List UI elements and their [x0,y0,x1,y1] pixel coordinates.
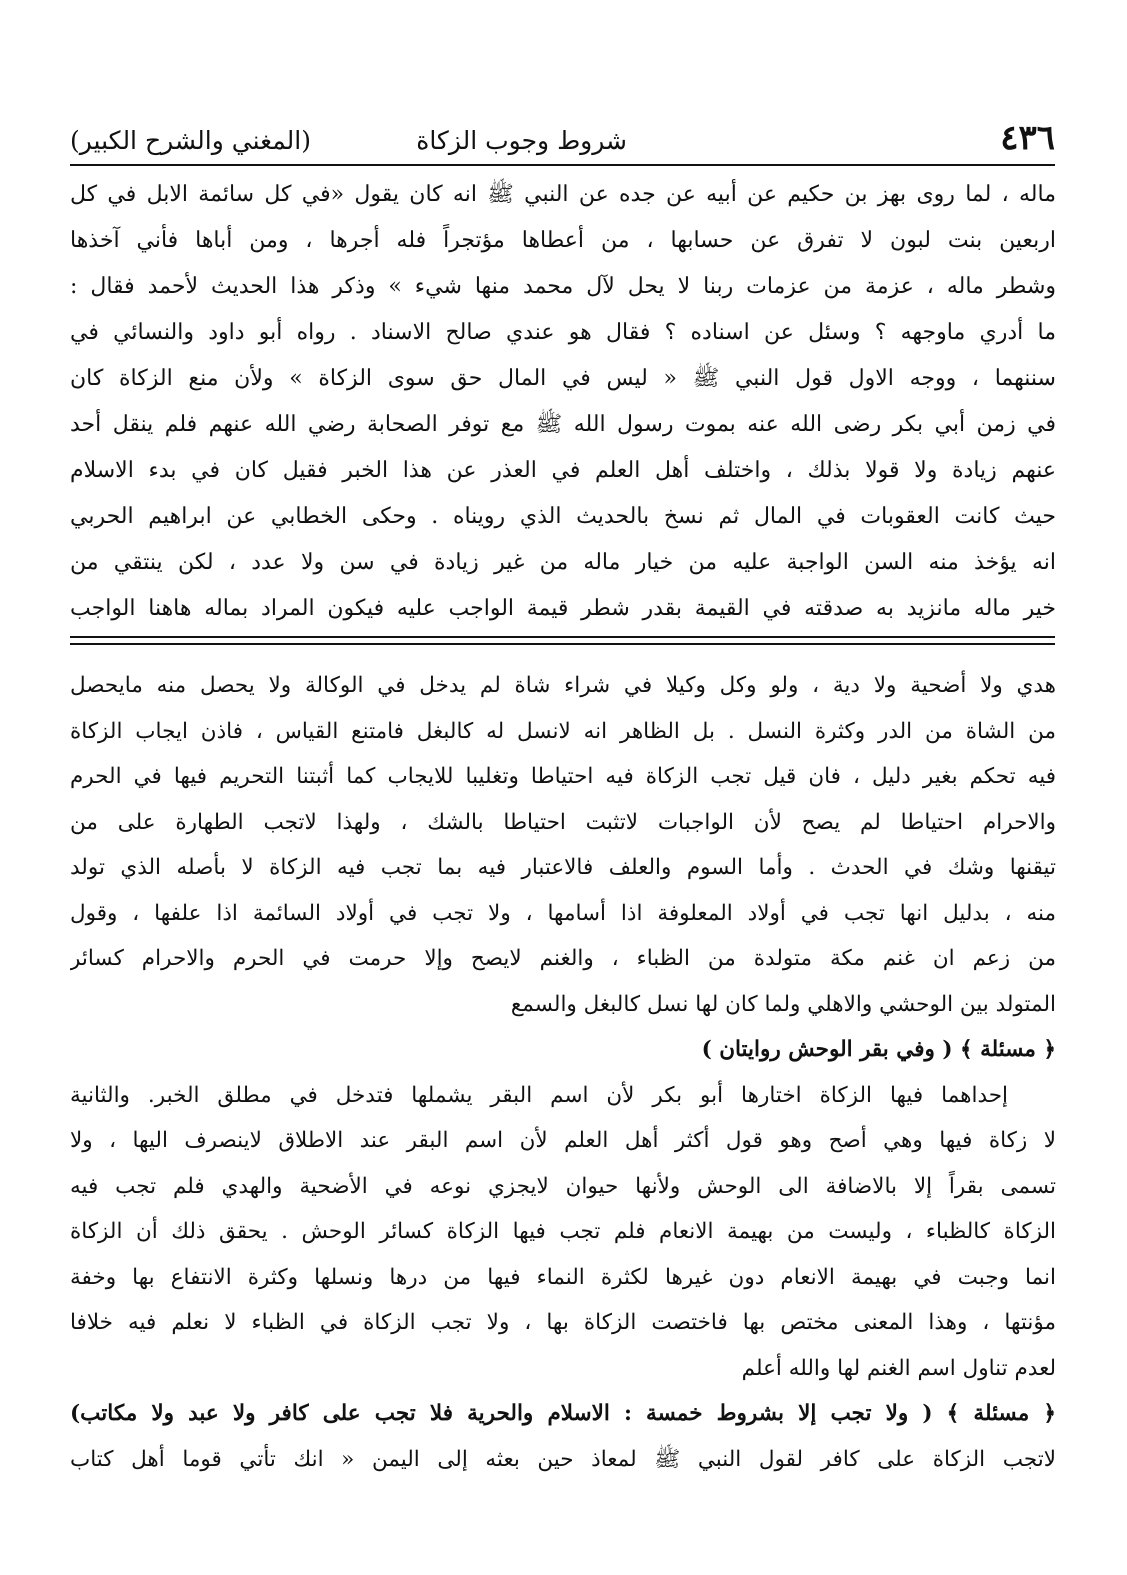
section-divider-bottom [70,643,1055,645]
text-line: المتولد بين الوحشي والاهلي ولما كان لها نسل كالبغل والسمع [510,991,1056,1017]
text-line: انه يؤخذ منه السن الواجبة عليه من خيار ماله من غير زيادة في سن ولا عدد ، لكن ينتقي من [70,550,1056,575]
text-line: تسمى بقراً إلا بالاضافة الى الوحش ولأنها حيوان لايجزي نوعه في الأضحية والهدي فلم تجب فيه [70,1173,1056,1199]
header-rule [70,164,1055,166]
text-line: سننهما ، ووجه الاول قول النبي ﷺ « ليس في المال حق سوى الزكاة » ولأن منع الزكاة كان [70,366,1056,391]
text-line: عنهم زيادة ولا قولا بذلك ، واختلف أهل العلم في العذر عن هذا الخبر فقيل كان في بدء الاسلام [70,458,1056,483]
text-line: وشطر ماله ، عزمة من عزمات ربنا لا يحل لآل محمد منها شيء » وذكر هذا الحديث لأحمد فقال : [70,274,1056,299]
text-line: فيه تحكم بغير دليل ، فان قيل تجب الزكاة فيه احتياطا وتغليبا للايجاب كما أثبتنا التحريم فيها في الحرم [70,764,1056,789]
text-line: في زمن أبي بكر رضى الله عنه بموت رسول الله ﷺ مع توفر الصحابة رضي الله عنهم فلم ينقل أحد [70,412,1056,437]
page-number: ٤٣٦ [1000,118,1055,158]
text-line: لاتجب الزكاة على كافر لقول النبي ﷺ لمعاذ حين بعثه إلى اليمن « انك تأتي قوما أهل كتاب [70,1446,1056,1472]
book-title: (المغني والشرح الكبير) [70,126,311,155]
page-header [70,118,1055,162]
text-line: من زعم ان غنم مكة متولدة من الظباء ، والغنم لايصح وإلا حرمت في الحرم والاحرام كسائر [70,946,1056,971]
text-line: إحداهما فيها الزكاة اختارها أبو بكر لأن اسم البقر يشملها فتدخل في مطلق الخبر. والثانية [70,1082,1008,1108]
text-line: مؤنتها ، وهذا المعنى مختص بها فاختصت الزكاة بها ، ولا تجب الزكاة في الظباء لا نعلم فيه خلافا [70,1310,1056,1335]
text-line: الزكاة كالظباء ، وليست من بهيمة الانعام فلم تجب فيها الزكاة كسائر الوحش . يحقق ذلك أن الزكاة [70,1219,1056,1244]
text-line: منه ، بدليل انها تجب في أولاد المعلوفة اذا أسامها ، ولا تجب في أولاد السائمة اذا علفها ، وقول [70,900,1056,926]
text-line: والاحرام احتياطا لم يصح لأن الواجبات لاتثبت احتياطا بالشك ، ولهذا لاتجب الطهارة على من [70,809,1056,835]
text-line: من الشاة من الدر وكثرة النسل . بل الظاهر انه لانسل له كالبغل فامتنع القياس ، فاذن ايجاب الزكاة [70,718,1056,744]
masala-heading: ﴿ مسئلة ﴾ ( وفي بقر الوحش روايتان ) [701,1037,1056,1062]
text-line: ما أدري ماوجهه ؟ وسئل عن اسناده ؟ فقال هو عندي صالح الاسناد . رواه أبو داود والنسائي في [70,320,1056,345]
main-text [70,172,1056,632]
text-line: حيث كانت العقوبات في المال ثم نسخ بالحديث الذي رويناه . وحكى الخطابي عن ابراهيم الحربي [70,504,1056,529]
section-divider-top [70,636,1055,638]
text-line: اربعين بنت لبون لا تفرق عن حسابها ، من أعطاها مؤتجراً فله أجرها ، ومن أباها فأني آخذها [70,228,1056,253]
text-line: لعدم تناول اسم الغنم لها والله أعلم [741,1355,1056,1381]
masala-heading: ﴿ مسئلة ﴾ ( ولا تجب إلا بشروط خمسة : الاسلام والحرية فلا تجب على كافر ولا عبد ولا مكاتب) [70,1401,1056,1426]
text-line: خير ماله مانزيد به صدقته في القيمة بقدر شطر قيمة الواجب عليه فيكون المراد بماله هاهنا الواجب [70,596,1056,621]
chapter-title: شروط وجوب الزكاة [416,126,627,155]
text-line: لا زكاة فيها وهي أصح وهو قول أكثر أهل العلم لأن اسم البقر عند الاطلاق لاينصرف اليها ، ولا [70,1128,1056,1153]
commentary-text [70,663,1056,1482]
text-line: انما وجبت في بهيمة الانعام دون غيرها لكثرة النماء فيها من درها ونسلها وكثرة الانتفاع بها وخفة [70,1264,1056,1290]
text-line: تيقنها وشك في الحدث . وأما السوم والعلف فالاعتبار فيه بما تجب فيه الزكاة لا بأصله الذي تولد [70,855,1056,880]
text-line: ماله ، لما روى بهز بن حكيم عن أبيه عن جده عن النبي ﷺ انه كان يقول «في كل سائمة الابل في كل [70,182,1056,207]
text-line: هدي ولا أضحية ولا دية ، ولو وكل وكيلا في شراء شاة لم يدخل في الوكالة ولا يحصل منه مايحصل [70,673,1056,698]
